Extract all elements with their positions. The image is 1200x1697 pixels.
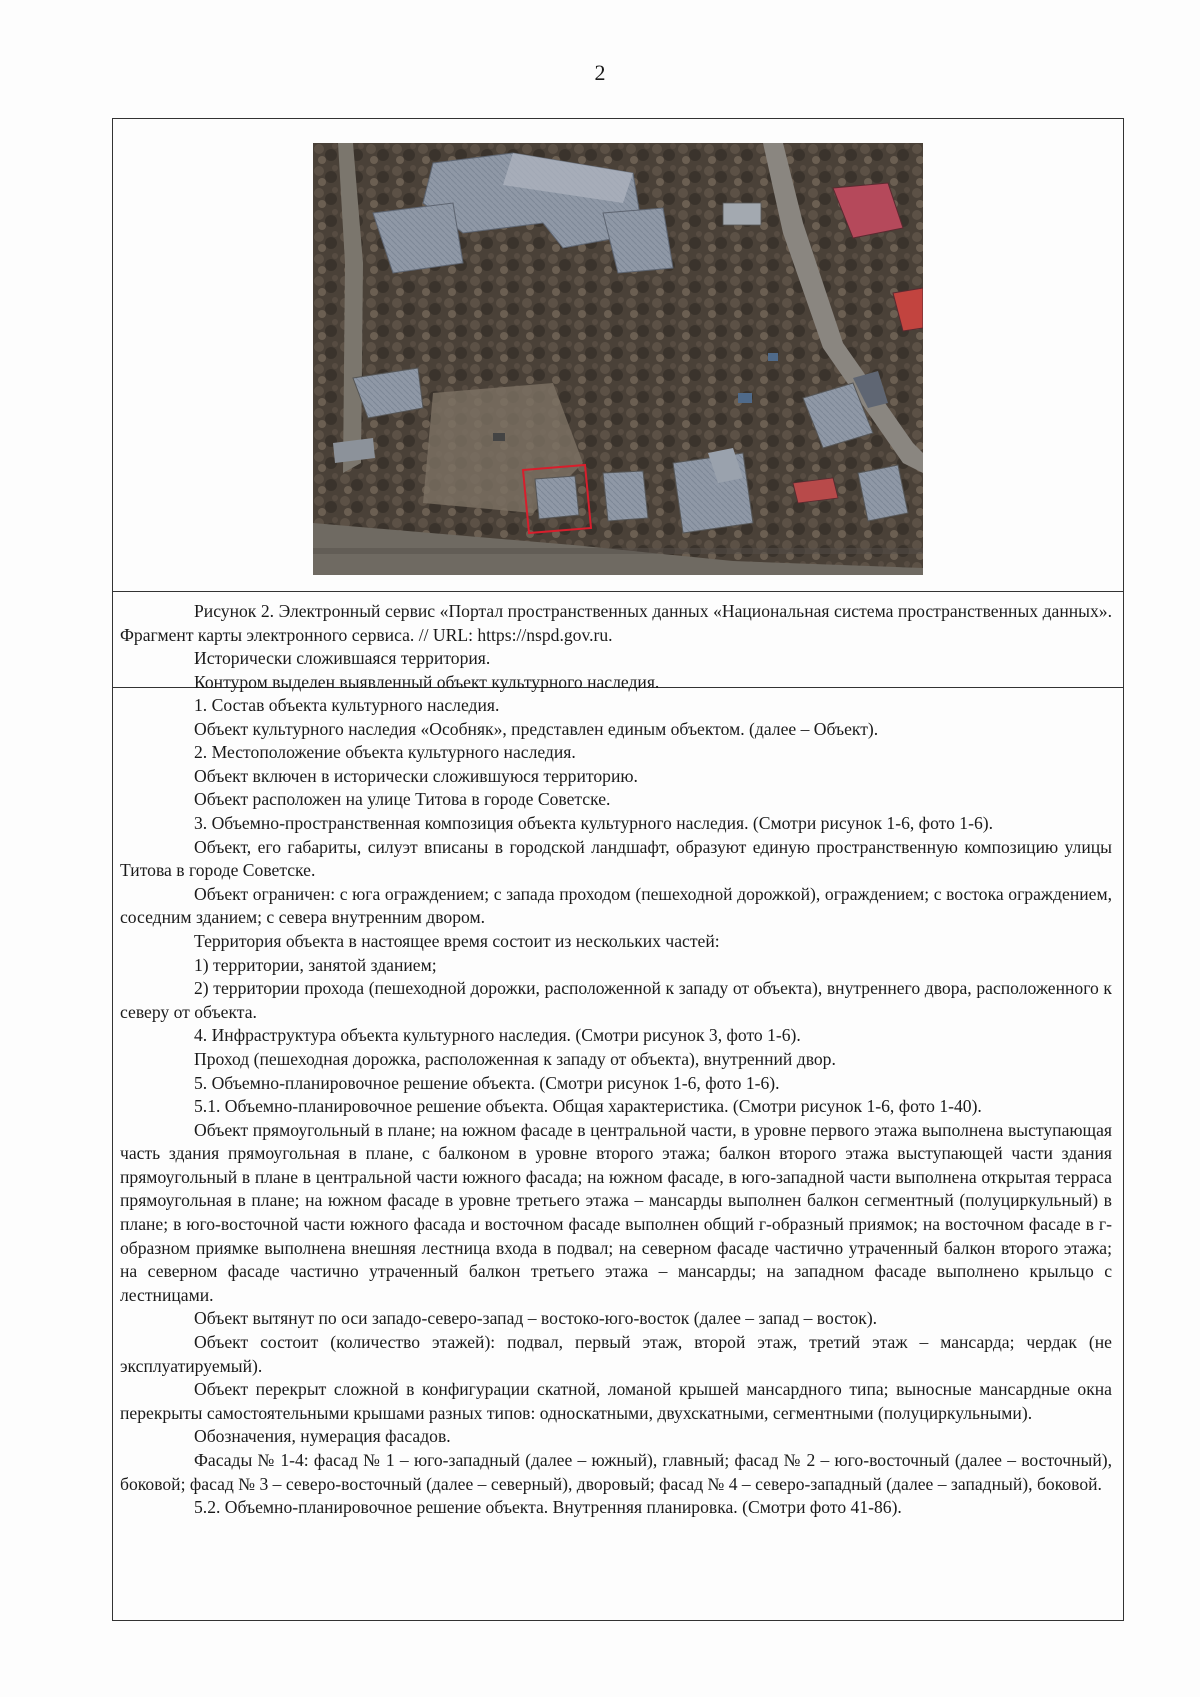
paragraph: 2) территории прохода (пешеходной дорожки, расположенной к западу от объекта), внутреннего двора, расположенного к северу от объекта.	[120, 978, 1112, 1022]
paragraph: Объект, его габариты, силуэт вписаны в городской ландшафт, образуют единую пространственную композицию улицы Титова в городе Советске.	[120, 836, 1112, 881]
aerial-photo-graphic	[313, 143, 923, 575]
paragraph: Обозначения, нумерация фасадов.	[194, 1426, 451, 1447]
paragraph: Территория объекта в настоящее время состоит из нескольких частей:	[194, 930, 720, 951]
paragraph: 1. Состав объекта культурного наследия.	[194, 695, 500, 715]
figure-row-divider	[112, 591, 1124, 592]
page-number: 2	[594, 60, 606, 85]
paragraph: 5.2. Объемно-планировочное решение объекта. Внутренняя планировка. (Смотри фото 41-86).	[194, 1497, 902, 1518]
aerial-map-image	[313, 143, 923, 575]
paragraph: 1) территории, занятой зданием;	[194, 954, 437, 975]
figure-caption: Рисунок 2. Электронный сервис «Портал пространственных данных «Национальная система пространственных данных». Фрагмент карты электронного сервиса. // URL: https://nspd.gov.ru.	[120, 601, 1112, 645]
paragraph: Объект прямоугольный в плане; на южном фасаде в центральной части, в уровне первого этажа выполнена выступающая часть здания прямоугольная в плане, с балконом в уровне второго этажа; балкон второго этажа выступающей части здания прямоугольный в плане в центральной части южного фасада; на южном фасаде, в юго-западной части выполнена открытая терраса прямоугольная в плане; на южном фасаде в уровне третьего этажа – мансарды выполнен балкон сегментный (полуциркульный) в плане; в юго-восточной части южного фасада и восточном фасаде выполнен общий г-образный приямок; на восточном фасаде в г-образном приямке выполнена внешняя лестница входа в подвал; на северном фасаде частично утраченный балкон второго этажа; на северном фасаде частично утраченный балкон третьего этажа – мансарды; на западном фасаде выполнено крыльцо с лестницами.	[120, 1119, 1112, 1305]
paragraph: Объект культурного наследия «Особняк», представлен единым объектом. (далее – Объект).	[194, 718, 879, 739]
paragraph: Объект перекрыт сложной в конфигурации скатной, ломаной крышей мансардного типа; выносные мансардные окна перекрыты самостоятельными крышами разных типов: односкатными, двухскатными, сегментными (полуциркульными).	[120, 1379, 1112, 1423]
paragraph: Проход (пешеходная дорожка, расположенная к западу от объекта), внутренний двор.	[194, 1048, 836, 1069]
paragraph: 4. Инфраструктура объекта культурного наследия. (Смотри рисунок 3, фото 1-6).	[194, 1025, 801, 1046]
paragraph: 5.1. Объемно-планировочное решение объекта. Общая характеристика. (Смотри рисунок 1-6, фото 1-40).	[194, 1096, 982, 1117]
paragraph: 5. Объемно-планировочное решение объекта. (Смотри рисунок 1-6, фото 1-6).	[194, 1072, 780, 1093]
figure-note: Контуром выделен выявленный объект культурного наследия.	[194, 671, 660, 692]
paragraph: 3. Объемно-пространственная композиция объекта культурного наследия. (Смотри рисунок 1-6, фото 1-6).	[194, 812, 994, 833]
paragraph: Объект расположен на улице Титова в городе Советске.	[194, 789, 611, 810]
figure-note: Исторически сложившаяся территория.	[194, 648, 491, 669]
paragraph: Объект включен в исторически сложившуюся территорию.	[194, 765, 638, 786]
paragraph: Объект ограничен: с юга ограждением; с запада проходом (пешеходной дорожкой), ограждением; с востока ограждением, соседним зданием; с севера внутренним двором.	[120, 883, 1112, 928]
description-text	[120, 694, 1112, 1520]
paragraph: Объект состоит (количество этажей): подвал, первый этаж, второй этаж, третий этаж – мансарда; чердак (не эксплуатируемый).	[120, 1332, 1112, 1376]
paragraph: Фасады № 1-4: фасад № 1 – юго-западный (далее – южный), главный; фасад № 2 – юго-восточный (далее – восточный), боковой; фасад № 3 – северо-восточный (далее – северный), дворовый; фасад № 4 – северо-западный (далее – западный), боковой.	[120, 1450, 1112, 1494]
paragraph: 2. Местоположение объекта культурного наследия.	[194, 742, 576, 763]
paragraph: Объект вытянут по оси западо-северо-запад – востоко-юго-восток (далее – запад – восток).	[194, 1308, 878, 1329]
figure-caption-block	[120, 600, 1112, 694]
